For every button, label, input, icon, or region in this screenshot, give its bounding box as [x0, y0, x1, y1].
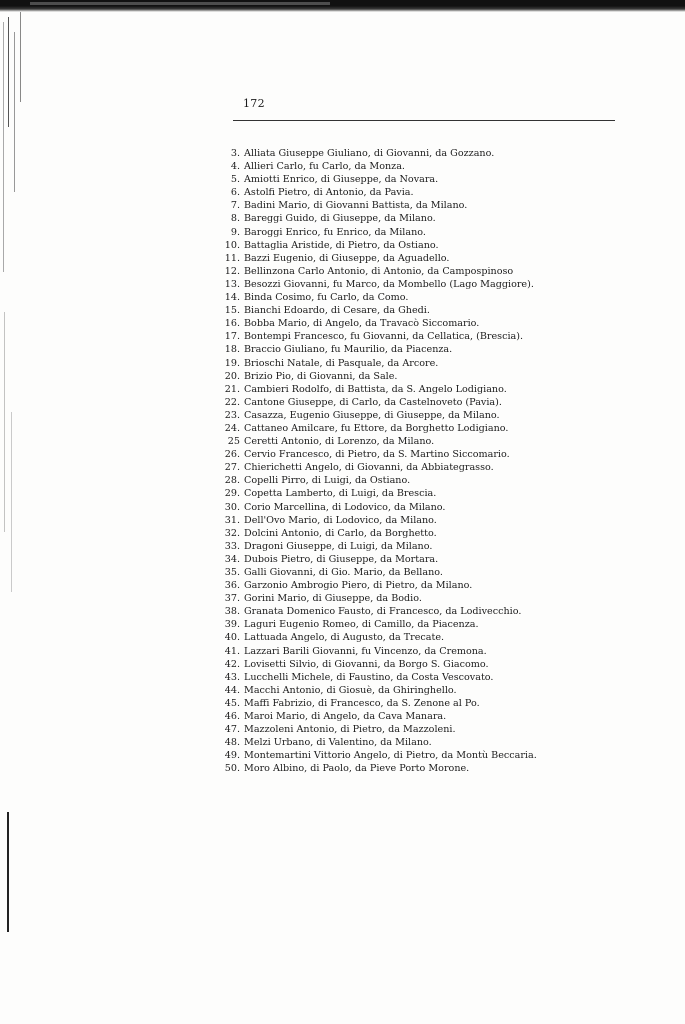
entry-text: Binda Cosimo, fu Carlo, da Como.	[244, 292, 409, 304]
list-item	[220, 239, 620, 252]
list-item	[220, 422, 620, 435]
entry-text: Bianchi Edoardo, di Cesare, da Ghedi.	[244, 305, 430, 317]
entry-number: 50.	[224, 763, 240, 775]
list-item	[220, 357, 620, 370]
list-item	[220, 697, 620, 710]
list-item	[220, 566, 620, 579]
list-item	[220, 330, 620, 343]
entry-number: 14.	[224, 292, 240, 304]
list-item	[220, 631, 620, 644]
entry-text: Maffi Fabrizio, di Francesco, da S. Zenone al Po.	[244, 697, 480, 709]
entry-text: Brioschi Natale, di Pasquale, da Arcore.	[244, 357, 439, 369]
list-item	[220, 474, 620, 487]
entry-number: 39.	[224, 619, 240, 631]
list-item	[220, 291, 620, 304]
entry-text: Copelli Pirro, di Luigi, da Ostiano.	[244, 475, 411, 487]
entry-number: 38.	[224, 606, 240, 618]
entry-number: 8.	[230, 213, 240, 225]
header-rule	[233, 120, 615, 121]
list-item	[220, 147, 620, 160]
entry-text: Lattuada Angelo, di Augusto, da Trecate.	[244, 632, 445, 644]
list-item	[220, 461, 620, 474]
entry-number: 21.	[224, 383, 240, 395]
entry-number: 49.	[224, 750, 240, 762]
entry-text: Lazzari Barili Giovanni, fu Vincenzo, da Cremona.	[244, 645, 487, 657]
entry-text: Melzi Urbano, di Valentino, da Milano.	[244, 737, 432, 749]
entry-number: 46.	[224, 711, 240, 723]
entry-text: Dell'Ovo Mario, di Lodovico, da Milano.	[244, 514, 437, 526]
list-item	[220, 723, 620, 736]
list-item	[220, 226, 620, 239]
list-item	[220, 370, 620, 383]
entry-text: Allieri Carlo, fu Carlo, da Monza.	[244, 161, 405, 173]
entry-number: 32.	[224, 527, 240, 539]
list-item	[220, 527, 620, 540]
entry-text: Badini Mario, di Giovanni Battista, da Milano.	[244, 200, 468, 212]
entry-text: Corio Marcellina, di Lodovico, da Milano.	[244, 501, 446, 513]
entry-text: Moro Albino, di Paolo, da Pieve Porto Morone.	[244, 763, 470, 775]
page-number: 172	[243, 97, 265, 110]
list-item	[220, 501, 620, 514]
entry-number: 19.	[224, 357, 240, 369]
list-item	[220, 186, 620, 199]
list-item	[220, 553, 620, 566]
list-item	[220, 396, 620, 409]
entry-number: 20.	[224, 370, 240, 382]
list-item	[220, 487, 620, 500]
entry-number: 3.	[230, 148, 240, 159]
entry-number: 22.	[224, 396, 240, 408]
entry-text: Macchi Antonio, di Giosuè, da Ghiringhello.	[244, 684, 457, 696]
entry-text: Bellinzona Carlo Antonio, di Antonio, da Campospinoso	[244, 265, 514, 277]
entry-number: 31.	[224, 514, 240, 526]
list-item	[220, 749, 620, 762]
entry-text: Casazza, Eugenio Giuseppe, di Giuseppe, da Milano.	[244, 409, 500, 421]
list-item	[220, 252, 620, 265]
entry-text: Cantone Giuseppe, di Carlo, da Castelnoveto (Pavia).	[244, 396, 502, 408]
list-item	[220, 671, 620, 684]
binding-edge	[0, 12, 32, 1024]
entry-text: Laguri Eugenio Romeo, di Camillo, da Piacenza.	[244, 619, 479, 631]
list-item	[220, 540, 620, 553]
entry-number: 15.	[224, 305, 240, 317]
entry-number: 25	[227, 436, 240, 448]
list-item	[220, 658, 620, 671]
entry-number: 34.	[224, 553, 240, 565]
entry-text: Ceretti Antonio, di Lorenzo, da Milano.	[244, 436, 435, 448]
entry-text: Alliata Giuseppe Giuliano, di Giovanni, da Gozzano.	[244, 148, 495, 159]
entry-text: Bazzi Eugenio, di Giuseppe, da Aguadello.	[244, 252, 450, 264]
entry-text: Baroggi Enrico, fu Enrico, da Milano.	[244, 226, 426, 238]
entry-number: 7.	[230, 200, 240, 212]
list-item	[220, 265, 620, 278]
list-item	[220, 645, 620, 658]
list-item	[220, 762, 620, 775]
entry-number: 41.	[224, 645, 240, 657]
entry-text: Lucchelli Michele, di Faustino, da Costa Vescovato.	[244, 671, 494, 683]
entry-text: Dragoni Giuseppe, di Luigi, da Milano.	[244, 540, 433, 552]
entry-number: 35.	[224, 567, 240, 578]
entry-text: Besozzi Giovanni, fu Marco, da Mombello (Lago Maggiore).	[244, 278, 534, 290]
entry-number: 29.	[224, 488, 240, 500]
list-item	[220, 710, 620, 723]
list-item	[220, 199, 620, 212]
entry-text: Maroi Mario, di Angelo, da Cava Manara.	[244, 711, 447, 723]
entry-number: 13.	[224, 278, 240, 290]
entry-number: 16.	[224, 318, 240, 330]
entry-number: 6.	[230, 187, 240, 199]
entry-text: Bontempi Francesco, fu Giovanni, da Cellatica, (Brescia).	[244, 331, 524, 343]
entry-text: Chierichetti Angelo, di Giovanni, da Abbiategrasso.	[244, 462, 494, 474]
entry-text: Bobba Mario, di Angelo, da Travacò Siccomario.	[244, 318, 480, 330]
entry-number: 9.	[230, 226, 240, 238]
entry-number: 42.	[224, 658, 240, 670]
entry-text: Braccio Giuliano, fu Maurilio, da Piacenza.	[244, 344, 453, 356]
entry-text: Garzonio Ambrogio Piero, di Pietro, da Milano.	[244, 580, 473, 592]
entry-number: 43.	[224, 671, 240, 683]
entry-number: 37.	[224, 593, 240, 605]
entry-number: 24.	[224, 422, 240, 434]
entry-text: Copetta Lamberto, di Luigi, da Brescia.	[244, 488, 437, 500]
entry-text: Brizio Pio, di Giovanni, da Sale.	[244, 370, 398, 382]
entry-number: 27.	[224, 462, 240, 474]
list-item	[220, 435, 620, 448]
entry-text: Dubois Pietro, di Giuseppe, da Mortara.	[244, 553, 439, 565]
entry-number: 36.	[224, 580, 240, 592]
entry-text: Granata Domenico Fausto, di Francesco, da Lodivecchio.	[244, 606, 522, 618]
entry-text: Cervio Francesco, di Pietro, da S. Martino Siccomario.	[244, 449, 510, 461]
entry-number: 5.	[230, 174, 240, 186]
entry-number: 44.	[224, 684, 240, 696]
list-item	[220, 736, 620, 749]
entry-number: 11.	[224, 252, 240, 264]
list-item	[220, 278, 620, 291]
entry-text: Galli Giovanni, di Gio. Mario, da Bellano.	[244, 567, 443, 578]
list-item	[220, 605, 620, 618]
entry-text: Gorini Mario, di Giuseppe, da Bodio.	[244, 593, 422, 605]
entry-text: Dolcini Antonio, di Carlo, da Borghetto.	[244, 527, 437, 539]
entry-number: 23.	[224, 409, 240, 421]
scan-top-edge	[0, 0, 685, 12]
list-item	[220, 160, 620, 173]
entry-number: 47.	[224, 724, 240, 736]
entry-number: 17.	[224, 331, 240, 343]
entry-number: 45.	[224, 697, 240, 709]
list-item	[220, 592, 620, 605]
entry-number: 26.	[224, 449, 240, 461]
entry-number: 18.	[224, 344, 240, 356]
entry-text: Lovisetti Silvio, di Giovanni, da Borgo S. Giacomo.	[244, 658, 489, 670]
list-item	[220, 212, 620, 225]
entry-number: 4.	[230, 161, 240, 173]
entry-number: 40.	[224, 632, 240, 644]
entry-text: Montemartini Vittorio Angelo, di Pietro, da Montù Beccaria.	[244, 750, 537, 762]
entry-number: 33.	[224, 540, 240, 552]
list-item	[220, 317, 620, 330]
list-item	[220, 448, 620, 461]
entry-text: Cambieri Rodolfo, di Battista, da S. Angelo Lodigiano.	[244, 383, 507, 395]
entry-text: Amiotti Enrico, di Giuseppe, da Novara.	[244, 174, 439, 186]
entry-text: Battaglia Aristide, di Pietro, da Ostiano.	[244, 239, 439, 251]
list-item	[220, 684, 620, 697]
entry-number: 10.	[224, 239, 240, 251]
name-list	[220, 147, 620, 776]
entry-number: 12.	[224, 265, 240, 277]
list-item	[220, 618, 620, 631]
entry-number: 30.	[224, 501, 240, 513]
list-item	[220, 304, 620, 317]
entry-number: 28.	[224, 475, 240, 487]
entry-text: Cattaneo Amilcare, fu Ettore, da Borghetto Lodigiano.	[244, 422, 509, 434]
list-item	[220, 173, 620, 186]
list-item	[220, 383, 620, 396]
entry-text: Mazzoleni Antonio, di Pietro, da Mazzoleni.	[244, 724, 456, 736]
entry-text: Astolfi Pietro, di Antonio, da Pavia.	[244, 187, 414, 199]
list-item	[220, 514, 620, 527]
list-item	[220, 409, 620, 422]
entry-number: 48.	[224, 737, 240, 749]
list-item	[220, 579, 620, 592]
list-item	[220, 343, 620, 356]
entry-text: Bareggi Guido, di Giuseppe, da Milano.	[244, 213, 436, 225]
